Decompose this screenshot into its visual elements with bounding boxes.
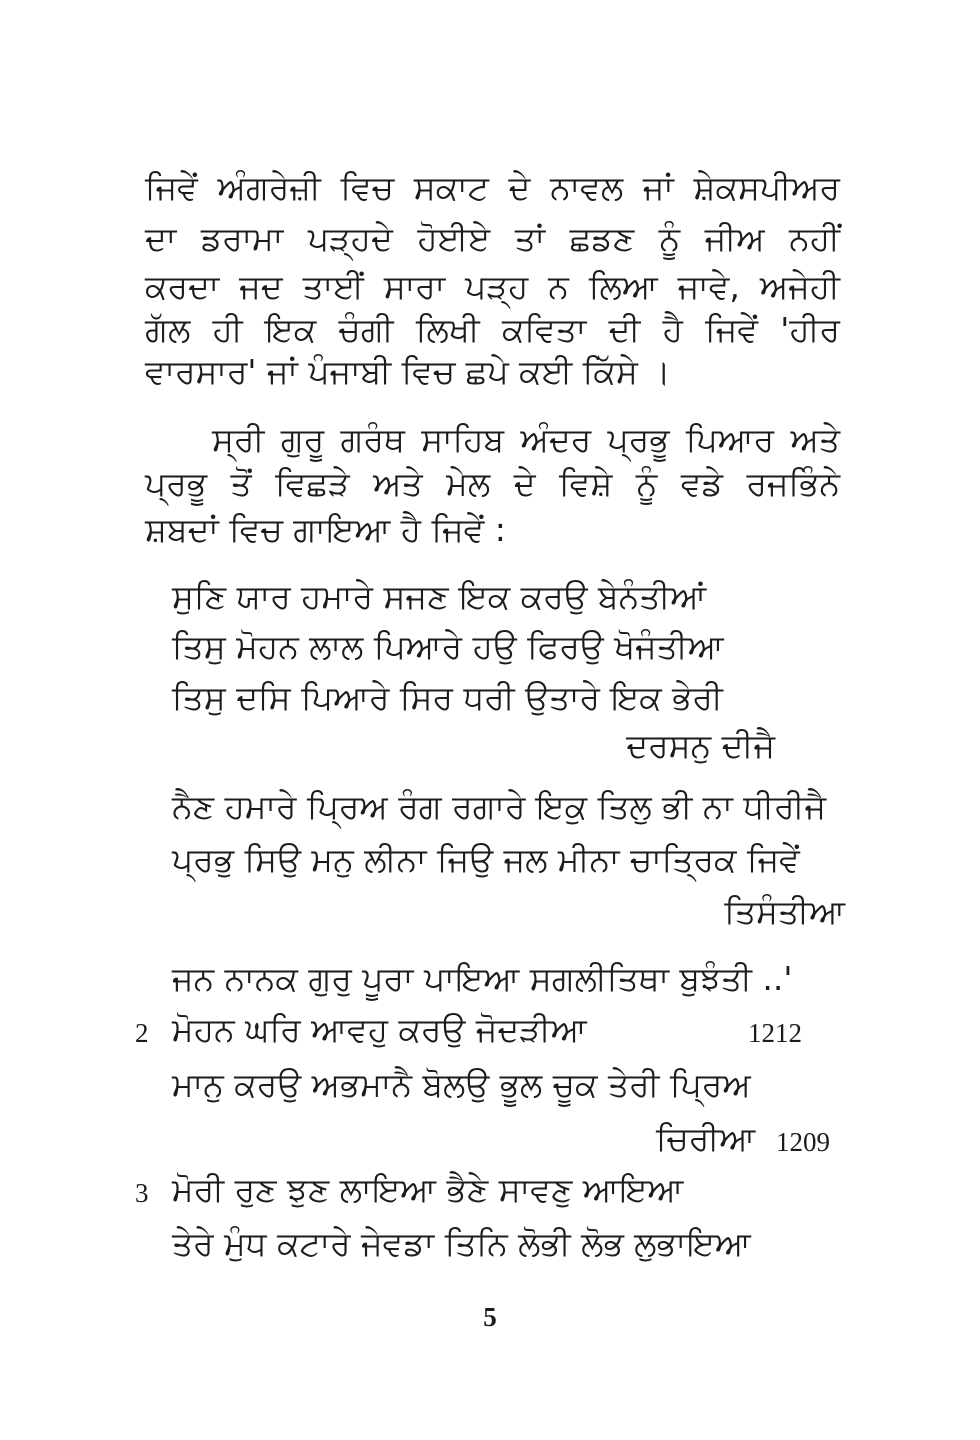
verse-line: ਤੇਰੇ ਮੁੰਧ ਕਟਾਰੇ ਜੇਵਡਾ ਤਿਨਿ ਲੋਭੀ ਲੋਭ ਲੁਭਾਇਆ [172,1224,751,1263]
prose-line: ਪ੍ਰਭੂ ਤੋਂ ਵਿਛੜੇ ਅਤੇ ਮੇਲ ਦੇ ਵਿਸ਼ੇ ਨੂੰ ਵਡੇ ਰਜਭਿੰਨੇ [145,464,840,503]
prose-line: ਦਾ ਡਰਾਮਾ ਪੜ੍ਹਦੇ ਹੋਈਏ ਤਾਂ ਛਡਣ ਨੂੰ ਜੀਅ ਨਹੀਂ [145,219,840,258]
verse-number: 2 [135,1018,149,1048]
prose-line: ਗੱਲ ਹੀ ਇਕ ਚੰਗੀ ਲਿਖੀ ਕਵਿਤਾ ਦੀ ਹੈ ਜਿਵੇਂ 'ਹੀਰ [145,310,840,349]
verse-line: ਚਿਰੀਆ [656,1119,756,1158]
verse-line: ਦਰਸਨੁ ਦੀਜੈ [626,726,775,765]
verse-line: ਤਿਸੰਤੀਆ [724,892,845,931]
verse-line: ਤਿਸੁ ਮੋਹਨ ਲਾਲ ਪਿਆਰੇ ਹਉ ਫਿਰਉ ਖੋਜੰਤੀਆ [172,627,724,666]
prose-line: ਜਿਵੇਂ ਅੰਗਰੇਜ਼ੀ ਵਿਚ ਸਕਾਟ ਦੇ ਨਾਵਲ ਜਾਂ ਸ਼ੇਕਸਪੀਅਰ [145,168,840,207]
prose-line: ਕਰਦਾ ਜਦ ਤਾਈਂ ਸਾਰਾ ਪੜ੍ਹ ਨ ਲਿਆ ਜਾਵੇ, ਅਜੇਹੀ [145,267,840,306]
prose-line: ਸ਼ਬਦਾਂ ਵਿਚ ਗਾਇਆ ਹੈ ਜਿਵੇਂ : [145,510,506,549]
verse-reference: 1212 [748,1018,802,1048]
verse-line: ਮਾਨੁ ਕਰਉ ਅਭਮਾਨੈ ਬੋਲਉ ਭੂਲ ਚੂਕ ਤੇਰੀ ਪ੍ਰਿਅ [172,1065,751,1104]
verse-line: ਜਨ ਨਾਨਕ ਗੁਰੁ ਪੂਰਾ ਪਾਇਆ ਸਗਲੀਤਿਥਾ ਬੁਝੰਤੀ ..' [172,959,793,998]
prose-line: ਵਾਰਸਾਰ' ਜਾਂ ਪੰਜਾਬੀ ਵਿਚ ਛਪੇ ਕਈ ਕਿੱਸੇ । [145,352,671,391]
verse-number: 3 [135,1178,149,1208]
page-number: 5 [483,1302,497,1332]
verse-line: ਮੋਹਨ ਘਰਿ ਆਵਹੁ ਕਰਉ ਜੋਦੜੀਆ [172,1010,587,1049]
verse-line: ਸੁਣਿ ਯਾਰ ਹਮਾਰੇ ਸਜਣ ਇਕ ਕਰਉ ਬੇਨੰਤੀਆਂ [172,577,707,616]
verse-line: ਤਿਸੁ ਦਸਿ ਪਿਆਰੇ ਸਿਰ ਧਰੀ ਉਤਾਰੇ ਇਕ ਭੇਰੀ [172,678,723,717]
verse-reference: 1209 [776,1127,830,1157]
verse-line: ਨੈਣ ਹਮਾਰੇ ਪ੍ਰਿਅ ਰੰਗ ਰਗਾਰੇ ਇਕੁ ਤਿਲੁ ਭੀ ਨਾ ਧੀਰੀਜੈ [172,787,827,826]
prose-line: ਸ੍ਰੀ ਗੁਰੂ ਗਰੰਥ ਸਾਹਿਬ ਅੰਦਰ ਪ੍ਰਭੂ ਪਿਆਰ ਅਤੇ [212,420,840,459]
verse-line: ਮੋਰੀ ਰੁਣ ਝੁਣ ਲਾਇਆ ਭੈਣੇ ਸਾਵਣੁ ਆਇਆ [172,1170,684,1209]
verse-line: ਪ੍ਰਭੁ ਸਿਉ ਮਨੁ ਲੀਨਾ ਜਿਉ ਜਲ ਮੀਨਾ ਚਾਤ੍ਰਿਕ ਜਿਵੇਂ [172,840,800,879]
